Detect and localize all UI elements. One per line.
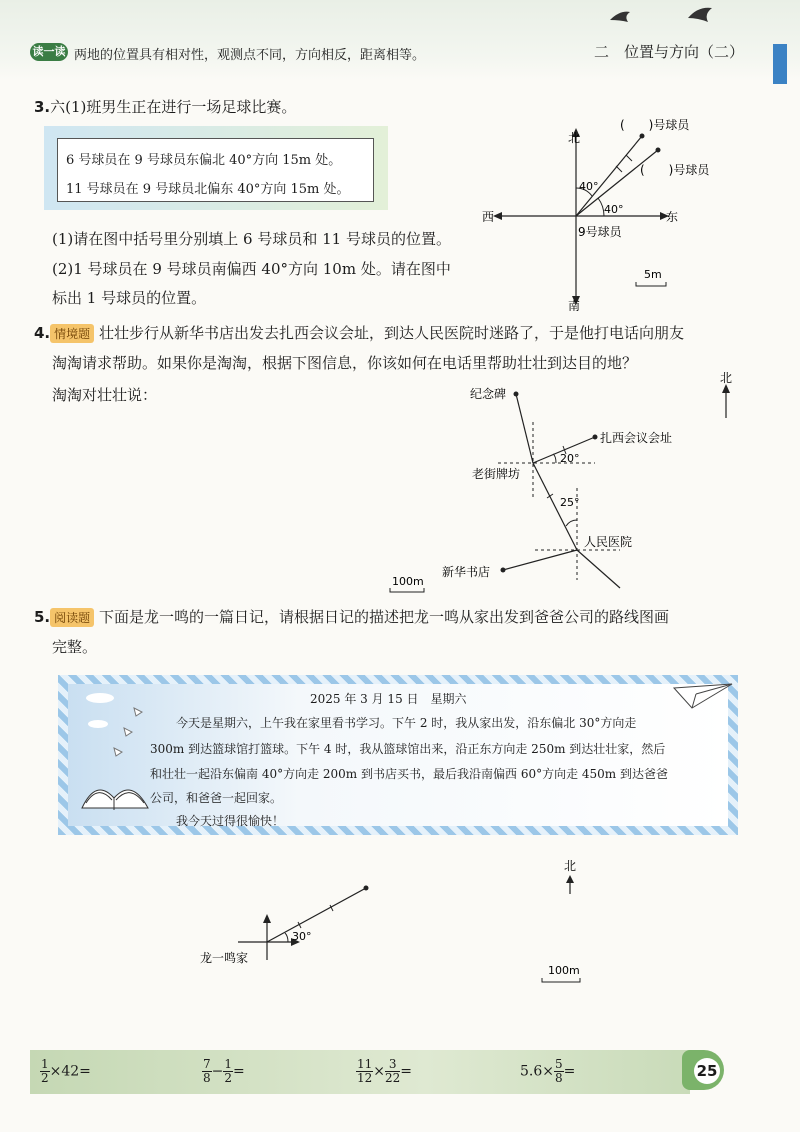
- q5-scale-label: 100m: [548, 964, 580, 977]
- q4-north-label: 北: [720, 371, 733, 385]
- q4-line-2: 淘淘请求帮助。如果你是淘淘，根据下图信息，你该如何在电话里帮助壮壮到达目的地？: [52, 354, 638, 372]
- q4-line-3: 淘淘对壮壮说：: [52, 386, 158, 404]
- q3-sub-question-2-cont: 标出 1 号球员的位置。: [52, 289, 207, 307]
- q5-line-1: 下面是龙一鸣的一篇日记，请根据日记的描述把龙一鸣从家出发到爸爸公司的路线图画: [98, 608, 669, 626]
- side-tab: [773, 44, 787, 84]
- diary-line-3: 和壮壮一起沿东偏南 40°方向走 200m 到书店买书，最后我沿南偏西 60°方向走 450m 到达爸爸: [150, 767, 668, 781]
- diary-line-5: 我今天过得很愉快！: [176, 814, 285, 828]
- calc-2: $\frac{7}{8}$ − $\frac{1}{2}$ =: [203, 1057, 245, 1085]
- diary-line-1: 今天是星期六，上午我在家里看书学习。下午 2 时，我从家出发，沿东偏北 30°方向走: [176, 716, 637, 730]
- q4-archway-label: 老街牌坊: [472, 467, 521, 481]
- calc-1-fraction: $\frac{1}{2}$: [41, 1057, 49, 1085]
- swallow-icon: [600, 0, 720, 40]
- q3-direction-diagram: [470, 110, 770, 315]
- calc-2-fraction-a: $\frac{7}{8}$: [203, 1057, 211, 1085]
- q3-scale-label: 5m: [644, 268, 662, 281]
- q4-question: [34, 322, 684, 343]
- q4-scale-label: 100m: [392, 575, 424, 588]
- diary-line-2: 300m 到达篮球馆打篮球。下午 4 时，我从篮球馆出来，沿正东方向走 250m 到达壮壮家，然后: [150, 742, 666, 756]
- diary-line-4: 公司，和爸爸一起回家。: [150, 791, 283, 805]
- q3-sub-question-2: (2)1 号球员在 9 号球员南偏西 40°方向 10m 处。请在图中: [52, 260, 451, 278]
- q3-west-label: 西: [482, 210, 495, 224]
- q4-angle-20: 20°: [560, 452, 580, 465]
- q3-sub-question-1: (1)请在图中括号里分别填上 6 号球员和 11 号球员的位置。: [52, 230, 451, 248]
- q3-south-label: 南: [568, 299, 581, 313]
- q5-angle-label: 30°: [292, 930, 312, 943]
- q3-east-label: 东: [666, 210, 679, 224]
- calc-1: $\frac{1}{2}$ ×42=: [41, 1057, 91, 1085]
- q4-hospital-label: 人民医院: [584, 535, 633, 549]
- q4-zaxi-label: 扎西会议会址: [600, 431, 673, 445]
- q3-title: 六(1)班男生正在进行一场足球比赛。: [50, 98, 297, 116]
- q3-center-label: 9号球员: [578, 225, 622, 239]
- header-tip: 两地的位置具有相对性，观测点不同，方向相反，距离相等。: [74, 48, 426, 63]
- q3-number: 3.: [34, 98, 51, 116]
- q5-question: [34, 606, 669, 627]
- book-illustration: [74, 688, 154, 818]
- calc-4: 5.6× $\frac{5}{8}$ =: [520, 1057, 576, 1085]
- q4-angle-25: 25°: [560, 496, 580, 509]
- calc-3-fraction-a: $\frac{11}{12}$: [357, 1057, 373, 1085]
- q3-info-line-1: 6 号球员在 9 号球员东偏北 40°方向 15m 处。: [66, 153, 342, 168]
- calc-2-fraction-b: $\frac{1}{2}$: [224, 1057, 233, 1085]
- q5-home-label: 龙一鸣家: [200, 951, 249, 965]
- q4-line-1: 壮壮步行从新华书店出发去扎西会议会址，到达人民医院时迷路了，于是他打电话向朋友: [98, 324, 684, 342]
- q3-player-a-label: ( )号球员: [620, 118, 690, 132]
- q4-monument-label: 纪念碑: [470, 387, 507, 401]
- calc-4-fraction: $\frac{5}{8}$: [555, 1057, 563, 1085]
- q3-angle-a: 40°: [579, 180, 599, 193]
- page-number: 25: [694, 1058, 720, 1084]
- calc-3-fraction-b: $\frac{3}{22}$: [385, 1057, 401, 1085]
- chapter-title: 二 位置与方向（二）: [594, 43, 745, 61]
- paper-plane-icon: [672, 678, 734, 714]
- q3-north-label: 北: [568, 131, 581, 145]
- q4-tag: 情境题: [50, 324, 94, 343]
- q4-bookstore-label: 新华书店: [442, 565, 491, 579]
- q5-route-diagram: [190, 850, 610, 990]
- calc-3: $\frac{11}{12}$ × $\frac{3}{22}$ =: [357, 1057, 413, 1085]
- read-badge: 读一读: [30, 43, 68, 61]
- q5-number: 5.: [34, 608, 51, 626]
- q4-route-diagram: [380, 370, 760, 600]
- q3-info-line-2: 11 号球员在 9 号球员北偏东 40°方向 15m 处。: [66, 182, 350, 197]
- q5-line-2: 完整。: [52, 638, 98, 656]
- q3-player-b-label: ( )号球员: [640, 163, 710, 177]
- q3-angle-b: 40°: [604, 203, 624, 216]
- q4-number: 4.: [34, 324, 51, 342]
- diary-date: 2025 年 3 月 15 日 星期六: [310, 692, 467, 706]
- q3-question: [34, 96, 296, 117]
- q5-north-label: 北: [564, 859, 577, 873]
- q5-tag: 阅读题: [50, 608, 94, 627]
